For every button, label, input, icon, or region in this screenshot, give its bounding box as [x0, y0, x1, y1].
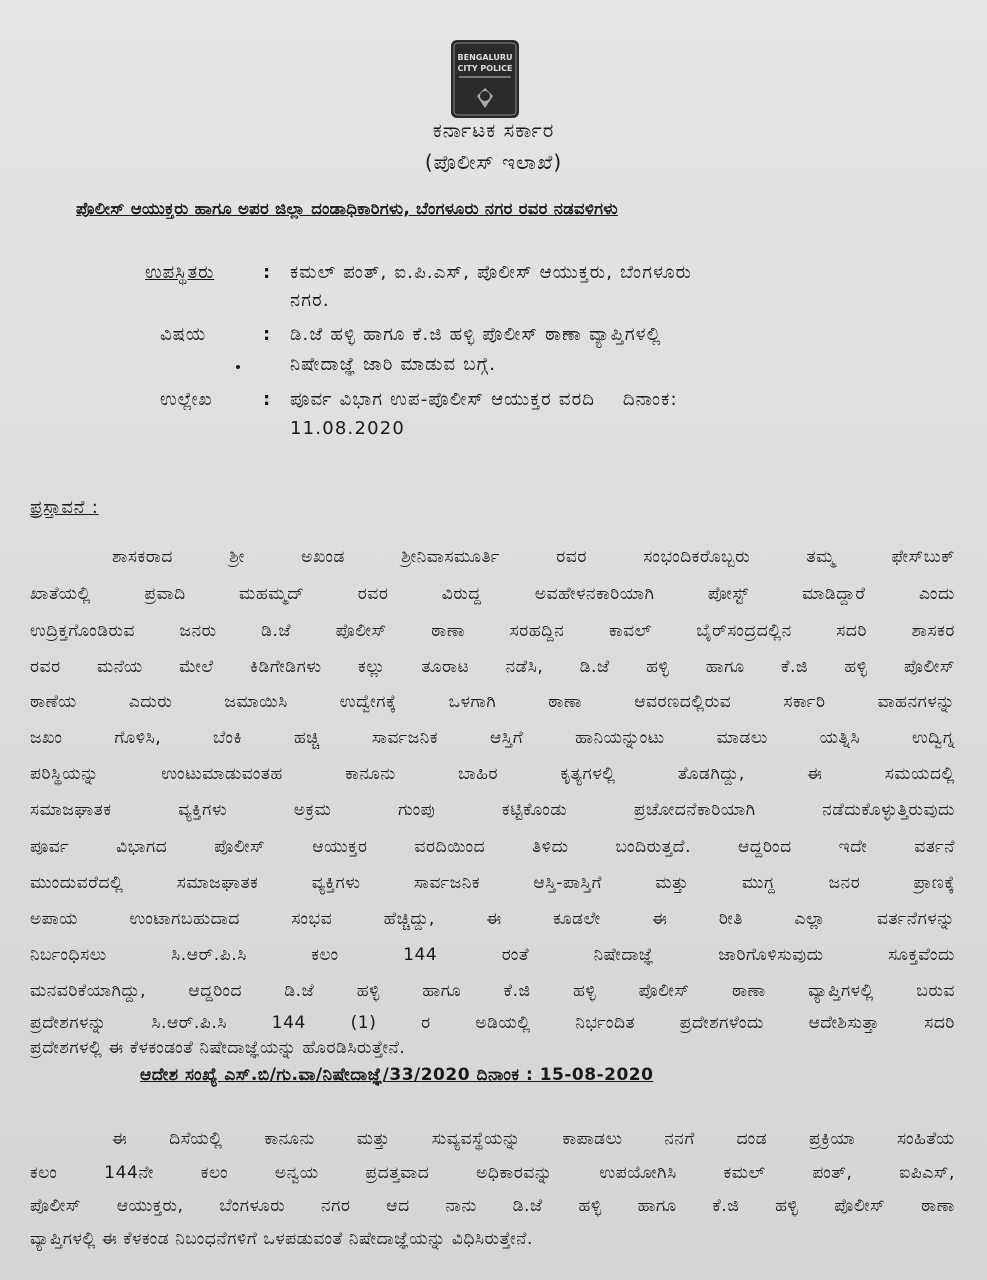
- preamble-line: ಪ್ರದೇಶಗಳನ್ನು ಸಿ.ಆರ್.ಪಿ.ಸಿ 144 (1) ರ ಅಡಿಯಲ್ಲಿ ನಿರ್ಭಂದಿತ ಪ್ರದೇಶಗಳೆಂದು ಆದೇಶಿಸುತ್ತಾ ಸದರಿ: [30, 1013, 955, 1033]
- preamble-line: ಸಮಾಜಘಾತಕ ವ್ಯಕ್ತಿಗಳು ಅಕ್ರಮ ಗುಂಪು ಕಟ್ಟಿಕೊಂಡು ಪ್ರಚೋದನೆಕಾರಿಯಾಗಿ ನಡೆದುಕೊಳ್ಳುತ್ತಿರುವುದು: [30, 800, 955, 820]
- preamble-line: ಶಾಸಕರಾದ ಶ್ರೀ ಅಖಂಡ ಶ್ರೀನಿವಾಸಮೂರ್ತಿ ರವರ ಸಂಭಂದಿಕರೊಬ್ಬರು ತಮ್ಮ ಫೇಸ್‌ಬುಕ್: [112, 547, 955, 567]
- order-line: ಪೊಲೀಸ್ ಆಯುಕ್ತರು, ಬೆಂಗಳೂರು ನಗರ ಆದ ನಾನು ಡಿ.ಜೆ ಹಳ್ಳಿ ಹಾಗೂ ಕೆ.ಜಿ ಹಳ್ಳಿ ಪೊಲೀಸ್ ಠಾಣಾ: [30, 1196, 955, 1216]
- preamble-line: ಮನವರಿಕೆಯಾಗಿದ್ದು, ಆದ್ದರಿಂದ ಡಿ.ಜೆ ಹಳ್ಳಿ ಹಾಗೂ ಕೆ.ಜಿ ಹಳ್ಳಿ ಪೊಲೀಸ್ ಠಾಣಾ ವ್ಯಾಪ್ತಿಗಳಲ್ಲಿ ಬರುವ: [30, 981, 955, 1001]
- preamble-line: ಜಖಂ ಗೊಳಿಸಿ, ಬೆಂಕಿ ಹಚ್ಚಿ ಸಾರ್ವಜನಿಕ ಆಸ್ತಿಗೆ ಹಾನಿಯನ್ನುಂಟು ಮಾಡಲು ಯತ್ನಿಸಿ ಉದ್ವಿಗ್ನ: [30, 728, 955, 748]
- subject-label: ವಿಷಯ: [160, 324, 207, 345]
- department-name: (ಪೊಲೀಸ್ ಇಲಾಖೆ): [424, 150, 563, 174]
- reference-colon: :: [263, 389, 271, 410]
- svg-text:BENGALURU: BENGALURU: [457, 53, 513, 62]
- order-line: ವ್ಯಾಪ್ತಿಗಳಲ್ಲಿ ಈ ಕೆಳಕಂಡ ನಿಬಂಧನೆಗಳಿಗೆ ಒಳಪಡುವಂತೆ ನಿಷೇದಾಜ್ಞೆಯನ್ನು ವಿಧಿಸಿರುತ್ತೇನೆ.: [30, 1229, 534, 1249]
- reference-line-2: 11.08.2020: [290, 418, 406, 439]
- reference-line-1: ಪೂರ್ವ ವಿಭಾಗ ಉಪ-ಪೊಲೀಸ್ ಆಯುಕ್ತರ ವರದಿ ದಿನಾಂಕ:: [290, 389, 678, 410]
- preamble-line: ಉದ್ರಿಕ್ತಗೊಂಡಿರುವ ಜನರು ಡಿ.ಜೆ ಪೊಲೀಸ್ ಠಾಣಾ ಸರಹದ್ದಿನ ಕಾವಲ್ ಬೈರ್‌ಸಂದ್ರದಲ್ಲಿನ ಸದರಿ ಶಾಸಕರ: [30, 621, 955, 641]
- preamble-line: ಮುಂದುವರೆದಲ್ಲಿ ಸಮಾಜಘಾತಕ ವ್ಯಕ್ತಿಗಳು ಸಾರ್ವಜನಿಕ ಆಸ್ತಿ-ಪಾಸ್ತಿಗೆ ಮತ್ತು ಮುಗ್ದ ಜನರ ಪ್ರಾಣಕ್ಕೆ: [30, 873, 955, 893]
- order-line: ಕಲಂ 144ನೇ ಕಲಂ ಅನ್ವಯ ಪ್ರದತ್ತವಾದ ಅಧಿಕಾರವನ್ನು ಉಪಯೋಗಿಸಿ ಕಮಲ್ ಪಂತ್, ಐಪಿಎಸ್,: [30, 1163, 955, 1183]
- bengaluru-city-police-emblem: [449, 38, 521, 120]
- svg-text:CITY POLICE: CITY POLICE: [457, 64, 513, 73]
- preamble-line: ಪರಿಸ್ಥಿಯನ್ನು ಉಂಟುಮಾಡುವಂತಹ ಕಾನೂನು ಬಾಹಿರ ಕೃತ್ಯಗಳಲ್ಲಿ ತೊಡಗಿದ್ದು, ಈ ಸಮಯದಲ್ಲಿ: [30, 764, 955, 784]
- present-label: ಉಪಸ್ಥಿತರು: [145, 262, 215, 283]
- present-line-1: ಕಮಲ್ ಪಂತ್, ಐ.ಪಿ.ಎಸ್, ಪೊಲೀಸ್ ಆಯುಕ್ತರು, ಬೆಂಗಳೂರು: [290, 262, 693, 283]
- present-line-2: ನಗರ.: [290, 290, 330, 311]
- subject-line-1: ಡಿ.ಜೆ ಹಳ್ಳಿ ಹಾಗೂ ಕೆ.ಜಿ ಹಳ್ಳಿ ಪೊಲೀಸ್ ಠಾಣಾ ವ್ಯಾಪ್ತಿಗಳಲ್ಲಿ: [290, 324, 662, 345]
- preamble-line: ಠಾಣೆಯ ಎದುರು ಜಮಾಯಿಸಿ ಉದ್ವೇಗಕ್ಕೆ ಒಳಗಾಗಿ ಠಾಣಾ ಆವರಣದಲ್ಲಿರುವ ಸರ್ಕಾರಿ ವಾಹನಗಳನ್ನು: [30, 692, 955, 712]
- subject-line-2: ನಿಷೇದಾಜ್ಞೆ ಜಾರಿ ಮಾಡುವ ಬಗ್ಗೆ.: [290, 354, 497, 375]
- preamble-line: ರವರ ಮನೆಯ ಮೇಲೆ ಕಿಡಿಗೇಡಿಗಳು ಕಲ್ಲು ತೂರಾಟ ನಡೆಸಿ, ಡಿ.ಜೆ ಹಳ್ಳಿ ಹಾಗೂ ಕೆ.ಜಿ ಹಳ್ಳಿ ಪೊಲೀಸ್: [30, 657, 955, 677]
- preamble-heading: ಪ್ರಸ್ತಾವನೆ :: [30, 497, 99, 518]
- preamble-line: ಪೂರ್ವ ವಿಭಾಗದ ಪೊಲೀಸ್ ಆಯುಕ್ತರ ವರದಿಯಿಂದ ತಿಳಿದು ಬಂದಿರುತ್ತದೆ. ಆದ್ದರಿಂದ ಇದೇ ವರ್ತನೆ: [30, 837, 955, 857]
- stray-mark: [236, 365, 240, 369]
- order-line: ಈ ದಿಸೆಯಲ್ಲಿ ಕಾನೂನು ಮತ್ತು ಸುವ್ಯವಸ್ಥೆಯನ್ನು ಕಾಪಾಡಲು ನನಗೆ ದಂಡ ಪ್ರಕ್ರಿಯಾ ಸಂಹಿತೆಯ: [112, 1129, 955, 1149]
- preamble-line: ಖಾತೆಯಲ್ಲಿ ಪ್ರವಾದಿ ಮಹಮ್ಮದ್ ರವರ ವಿರುದ್ದ ಅವಹೇಳನಕಾರಿಯಾಗಿ ಪೋಸ್ಟ್ ಮಾಡಿದ್ದಾರೆ ಎಂದು: [30, 584, 955, 604]
- present-colon: :: [263, 262, 271, 283]
- government-name: ಕರ್ನಾಟಕ ಸರ್ಕಾರ: [432, 118, 555, 142]
- subject-colon: :: [263, 324, 271, 345]
- order-heading: ಆದೇಶ ಸಂಖ್ಯೆ ಎಸ್.ಬಿ/ಗು.ವಾ/ನಿಷೇದಾಜ್ಞೆ/33/2020 ದಿನಾಂಕ : 15-08-2020: [140, 1065, 654, 1085]
- preamble-line: ನಿರ್ಬಂಧಿಸಲು ಸಿ.ಆರ್.ಪಿ.ಸಿ ಕಲಂ 144 ರಂತೆ ನಿಷೇದಾಜ್ಞೆ ಜಾರಿಗೊಳಿಸುವುದು ಸೂಕ್ತವೆಂದು: [30, 945, 955, 965]
- document-title: ಪೊಲೀಸ್ ಆಯುಕ್ತರು ಹಾಗೂ ಅಪರ ಜಿಲ್ಲಾ ದಂಡಾಧಿಕಾರಿಗಳು, ಬೆಂಗಳೂರು ನಗರ ರವರ ನಡವಳಿಗಳು: [76, 199, 618, 218]
- reference-label: ಉಲ್ಲೇಖ: [160, 389, 213, 410]
- preamble-line: ಪ್ರದೇಶಗಳಲ್ಲಿ ಈ ಕೆಳಕಂಡಂತೆ ನಿಷೇದಾಜ್ಞೆಯನ್ನು ಹೊರಡಿಸಿರುತ್ತೇನೆ.: [30, 1038, 406, 1058]
- preamble-line: ಅಪಾಯ ಉಂಟಾಗಬಹುದಾದ ಸಂಭವ ಹೆಚ್ಚಿದ್ದು, ಈ ಕೂಡಲೇ ಈ ರೀತಿ ಎಲ್ಲಾ ವರ್ತನೆಗಳನ್ನು: [30, 909, 955, 929]
